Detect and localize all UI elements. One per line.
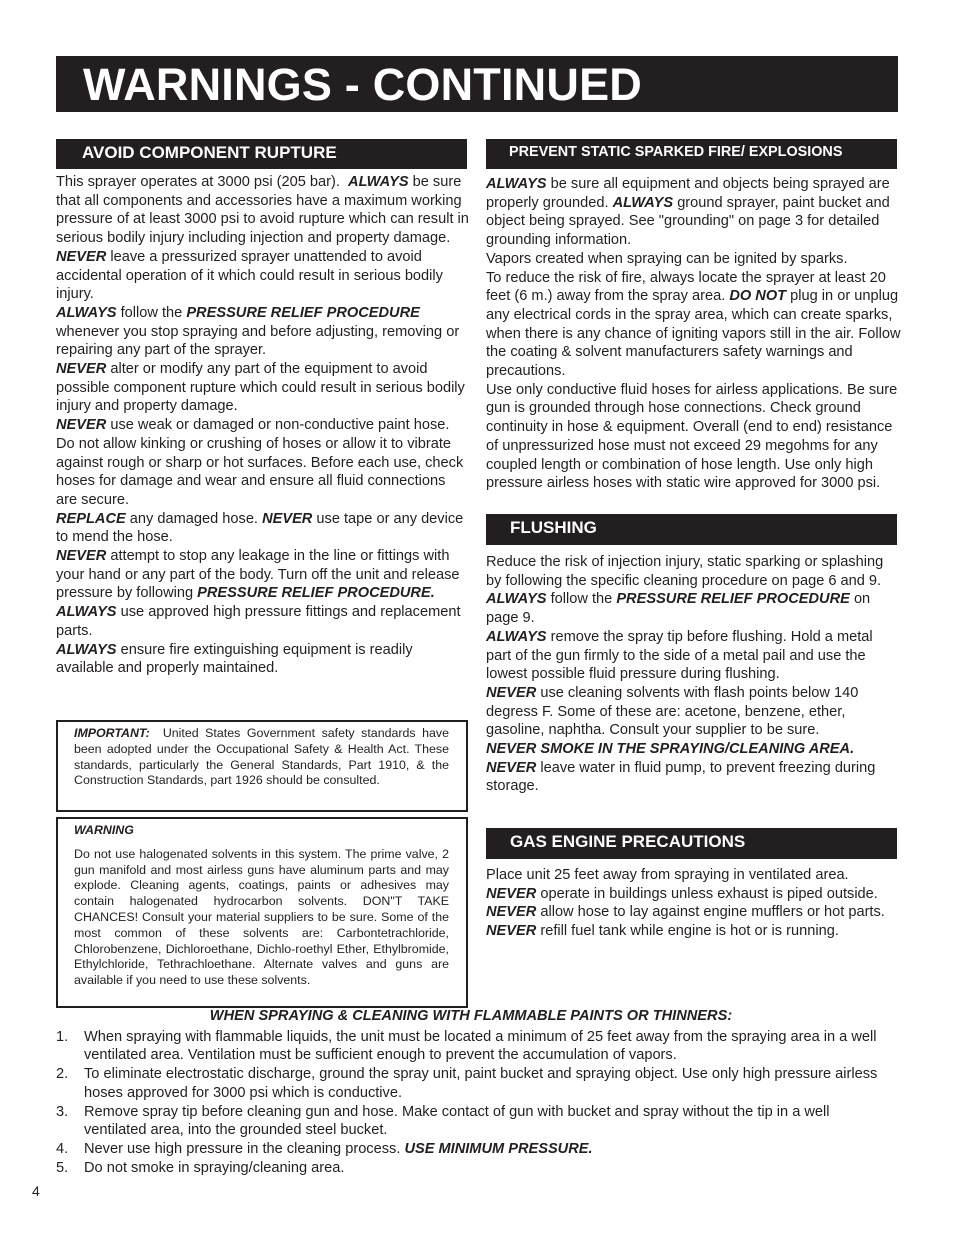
text: on page 9. [486, 591, 871, 627]
text: ensure fire extinguishing equipment is readily available and properly maintained. [56, 641, 413, 677]
text: alter or modify any part of the equipment to avoid possible component rupture which could result in serious bodily injury and property damage. [56, 361, 465, 415]
text: use cleaning solvents with flash points below 140 degress F. Some of these are: acetone, benzene, ether, gasoline, naphtha. Consult your supplier to be sure. [486, 684, 859, 739]
important-box [56, 720, 468, 812]
avoid-rupture-p6 [56, 510, 469, 547]
text: follow the [550, 591, 613, 608]
item-text: Do not smoke in spraying/cleaning area. [84, 1159, 345, 1176]
static-fire-p2: Vapors created when spraying can be ignited by sparks. [486, 250, 848, 267]
text: use weak or damaged or non-conductive paint hose. Do not allow kinking or crushing of hoses or allow it to vibrate against rough or sharp or hot surfaces. Before each use, check hoses for damage and wear and ensure all fluid connections are secure. [56, 417, 464, 508]
avoid-rupture-p3 [56, 304, 469, 360]
gas-engine-p3 [486, 903, 926, 922]
warning-body: Do not use halogenated solvents in this system. The prime valve, 2 gun manifold and most airless guns have aluminum parts and may explode. Cleaning agents, coatings, paints or adhesives may contain halogenated hydrocarbon solvents. DON"T TAKE CHANCES! Consult your material suppliers to be sure. Some of the most common of these solvents are: Carbontetrachloride, Chlorobenzene, Dichloroethane, Dichlo-roethyl Ether, Ethylbromide, Ethylchloride, Tethrachloethane. Alternate valves and guns are available if you need to use these solvents. [74, 846, 449, 988]
section-heading-flushing [486, 514, 897, 545]
text: leave water in fluid pump, to prevent freezing during storage. [486, 759, 876, 795]
keyword: PRESSURE RELIEF PROCEDURE. [197, 585, 435, 602]
list-item [56, 1065, 896, 1102]
keyword: ALWAYS [486, 176, 547, 192]
keyword: PRESSURE RELIEF PROCEDURE [186, 304, 420, 321]
keyword: NEVER [56, 417, 107, 434]
list-item [56, 1028, 896, 1065]
page-number: 4 [32, 1183, 40, 1199]
list-item [56, 1103, 896, 1140]
flushing-p1: Reduce the risk of injection injury, static sparking or splashing by following the specific cleaning procedure on page 6 and 9. [486, 554, 884, 589]
avoid-rupture-p5 [56, 416, 469, 510]
item-number: 2. [56, 1066, 69, 1083]
keyword: NEVER [262, 510, 313, 527]
gas-engine-p1: Place unit 25 feet away from spraying in ventilated area. [486, 867, 849, 883]
important-text [74, 726, 449, 789]
item-text: To eliminate electrostatic discharge, ground the spray unit, paint bucket and spraying object. Use only high pressure airless hoses approved for 3000 psi which is conductive. [84, 1066, 878, 1101]
keyword: NEVER [56, 361, 107, 378]
gas-engine-heading-text: GAS ENGINE PRECAUTIONS [510, 832, 746, 851]
section-heading-static-fire [486, 139, 897, 169]
text: To reduce the risk of fire, always locate the sprayer at least 20 feet (6 m.) away from the spray area. [486, 269, 886, 305]
avoid-rupture-body [56, 173, 469, 678]
static-fire-heading-text: PREVENT STATIC SPARKED FIRE/ EXPLOSIONS [509, 144, 843, 160]
keyword: ALWAYS [486, 591, 547, 608]
flushing-p3 [486, 628, 898, 684]
text: follow the [120, 304, 183, 321]
avoid-rupture-p4 [56, 360, 469, 416]
avoid-rupture-p9 [56, 641, 469, 678]
avoid-rupture-p8 [56, 603, 469, 640]
text: be sure that all components and accessories have a maximum working pressure of at least 3000 psi to avoid rupture which can result in serious bodily injury including injection and property damage. [56, 174, 469, 247]
item-number: 3. [56, 1103, 69, 1120]
keyword: ALWAYS [56, 641, 117, 658]
flammable-title: WHEN SPRAYING & CLEANING WITH FLAMMABLE PAINTS OR THINNERS: [209, 1008, 733, 1024]
flushing-p6 [486, 759, 898, 796]
list-item [56, 1140, 896, 1159]
page-title: WARNINGS - CONTINUED [83, 59, 642, 110]
static-fire-body [486, 175, 902, 493]
flushing-body [486, 553, 898, 796]
text: operate in buildings unless exhaust is piped outside. [540, 885, 878, 902]
warning-label: WARNING [74, 823, 134, 837]
text: use approved high pressure fittings and replacement parts. [56, 604, 461, 639]
keyword: NEVER [486, 923, 537, 940]
static-fire-p3 [486, 269, 902, 381]
item-number: 1. [56, 1028, 69, 1045]
warning-box [56, 817, 468, 1008]
flammable-list [56, 1028, 896, 1178]
keyword: DO NOT [729, 288, 787, 305]
item-text: Remove spray tip before cleaning gun and hose. Make contact of gun with bucket and spray without the tip in a well ventilated area, into the grounded steel bucket. [84, 1103, 830, 1139]
item-text: When spraying with flammable liquids, the unit must be located a minimum of 25 feet away from the spraying area in a well ventilated area. Ventilation must be sufficient enough to prevent the accumulation of vapors. [84, 1028, 877, 1064]
item-number: 4. [56, 1140, 69, 1157]
text: allow hose to lay against engine mufflers or hot parts. [540, 904, 885, 921]
text: be sure all equipment and objects being sprayed are properly grounded. [486, 176, 890, 211]
keyword: NEVER [56, 248, 107, 265]
flushing-heading-text: FLUSHING [510, 518, 597, 537]
keyword: NEVER [486, 885, 537, 902]
static-fire-p1 [486, 175, 902, 250]
keyword: PRESSURE RELIEF PROCEDURE [616, 591, 850, 608]
text: refill fuel tank while engine is hot or is running. [540, 923, 839, 940]
section-heading-avoid-rupture [56, 139, 467, 169]
text: leave a pressurized sprayer unattended to avoid accidental operation of it which could result in serious bodily injury. [56, 248, 443, 303]
gas-engine-body [486, 866, 926, 941]
keyword: USE MINIMUM PRESSURE. [404, 1140, 593, 1157]
keyword: REPLACE [56, 510, 126, 527]
flushing-p2 [486, 590, 898, 627]
important-label: IMPORTANT: [74, 726, 150, 740]
keyword: NEVER [486, 684, 537, 701]
avoid-rupture-p2 [56, 248, 469, 304]
flushing-p4 [486, 684, 898, 740]
keyword: ALWAYS [348, 174, 409, 190]
text: plug in or unplug any electrical cords in the spray area, which can create sparks, when there is any chance of igniting vapors still in the air. Follow the coating & solvent manufacturers safety warnings and precautions. [486, 288, 901, 380]
important-body: United States Government safety standards have been adopted under the Occupational Safety & Health Act. These standards, particularly the General Standards, Part 1910, & the Construction Standards, part 1926 should be consulted. [74, 726, 449, 788]
keyword: NEVER [486, 904, 537, 921]
text: any damaged hose. [129, 510, 258, 527]
item-number: 5. [56, 1159, 69, 1176]
keyword: NEVER [56, 548, 107, 565]
keyword: ALWAYS [486, 628, 547, 645]
gas-engine-p4 [486, 922, 926, 941]
text: remove the spray tip before flushing. Hold a metal part of the gun firmly to the side of a metal pail and use the lowest possible fluid pressure during flushing. [486, 628, 873, 683]
static-fire-p4: Use only conductive fluid hoses for airless applications. Be sure gun is grounded through hose connections. Check ground continuity in hose & equipment. Overall (end to end) resistance of unpressurized hose must not exceed 29 megohms for any coupled length or combination of hose length. Use only high pressure airless hoses with static wire approved for 3000 psi. [486, 381, 898, 492]
list-item [56, 1159, 896, 1178]
section-heading-gas-engine [486, 828, 897, 859]
keyword: ALWAYS [56, 604, 117, 621]
text: attempt to stop any leakage in the line or fittings with your hand or any part of the body. Turn off the unit and release pressure by following [56, 548, 460, 602]
avoid-rupture-p1 [56, 173, 469, 248]
keyword: NEVER [486, 759, 537, 776]
keyword: ALWAYS [56, 304, 117, 321]
text: ground sprayer, paint bucket and object being sprayed. See "grounding" on page 3 for detailed grounding information. [486, 194, 890, 249]
text: use tape or any device to mend the hose. [56, 510, 464, 546]
text: This sprayer operates at 3000 psi (205 bar). [56, 174, 340, 190]
text: whenever you stop spraying and before adjusting, removing or repairing any part of the sprayer. [56, 323, 460, 359]
gas-engine-p2 [486, 885, 926, 904]
keyword: ALWAYS [612, 194, 674, 211]
flushing-p5: NEVER SMOKE IN THE SPRAYING/CLEANING AREA. [486, 741, 855, 758]
avoid-rupture-heading-text: AVOID COMPONENT RUPTURE [82, 143, 337, 162]
item-text: Never use high pressure in the cleaning process. [84, 1140, 401, 1157]
flammable-section [56, 1007, 896, 1177]
avoid-rupture-p7 [56, 547, 469, 603]
title-banner [56, 56, 898, 112]
